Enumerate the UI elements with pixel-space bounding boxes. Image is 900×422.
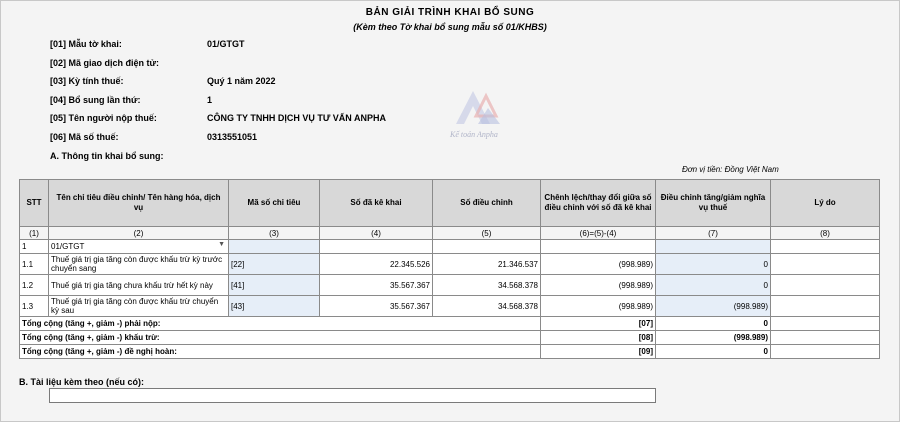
total-label: Tổng cộng (tăng +, giảm -) đề nghị hoàn: [20, 345, 541, 359]
group-code-cell[interactable] [229, 240, 320, 254]
total-value: 0 [656, 317, 771, 331]
total-code: [09] [541, 345, 656, 359]
section-b-heading: B. Tài liệu kèm theo (nếu có): [19, 377, 145, 387]
row-adjusted: 21.346.537 [433, 254, 541, 275]
total-blank [771, 345, 880, 359]
row-item-name: Thuế giá trị gia tăng còn được khấu trừ kỳ trước chuyển sang [49, 254, 229, 275]
row-obligation[interactable]: (998.989) [656, 296, 771, 317]
group-reason-cell[interactable] [771, 240, 880, 254]
row-code[interactable]: [22] [229, 254, 320, 275]
logo-text: Kế toán Anpha [450, 130, 498, 139]
table-row [20, 275, 880, 296]
col-number: (5) [433, 227, 541, 240]
col-header-adjusted: Số điều chỉnh [433, 180, 541, 227]
row-difference: (998.989) [541, 254, 656, 275]
row-item-name: Thuế giá trị gia tăng chưa khấu trừ hết kỳ này [49, 275, 229, 296]
row-stt: 1.2 [20, 275, 49, 296]
row-reason[interactable] [771, 275, 880, 296]
col-header-difference: Chênh lệch/thay đổi giữa số điều chỉnh với số đã kê khai [541, 180, 656, 227]
total-row-payable [20, 317, 880, 331]
row-code[interactable]: [41] [229, 275, 320, 296]
col-number: (3) [229, 227, 320, 240]
anpha-logo [448, 86, 518, 141]
col-header-item-name: Tên chỉ tiêu điều chỉnh/ Tên hàng hóa, dịch vụ [49, 180, 229, 227]
row-declared: 22.345.526 [320, 254, 433, 275]
total-code: [07] [541, 317, 656, 331]
row-reason[interactable] [771, 254, 880, 275]
form-type-select-value: 01/GTGT [51, 242, 85, 251]
info-label: [01] Mẫu tờ khai: [50, 39, 122, 49]
row-stt: 1.1 [20, 254, 49, 275]
group-adjusted-cell [433, 240, 541, 254]
info-value: 01/GTGT [207, 39, 245, 49]
info-label: [05] Tên người nộp thuế: [50, 113, 157, 123]
col-header-obligation: Điều chỉnh tăng/giảm nghĩa vụ thuế [656, 180, 771, 227]
row-code[interactable]: [43] [229, 296, 320, 317]
table-group-row [20, 240, 880, 254]
col-header-code: Mã số chỉ tiêu [229, 180, 320, 227]
col-number: (8) [771, 227, 880, 240]
column-number-row [20, 227, 880, 240]
currency-unit: Đơn vị tiền: Đồng Việt Nam [682, 165, 779, 174]
adjustment-table [19, 179, 880, 359]
col-number: (4) [320, 227, 433, 240]
total-value: 0 [656, 345, 771, 359]
col-header-reason: Lý do [771, 180, 880, 227]
row-adjusted: 34.568.378 [433, 296, 541, 317]
row-difference: (998.989) [541, 275, 656, 296]
row-obligation[interactable]: 0 [656, 275, 771, 296]
total-blank [771, 317, 880, 331]
info-value: 1 [207, 95, 213, 105]
total-blank [771, 331, 880, 345]
info-value: CÔNG TY TNHH DỊCH VỤ TƯ VẤN ANPHA [207, 113, 386, 123]
total-row-refund [20, 345, 880, 359]
col-header-stt: STT [20, 180, 49, 227]
page-title: BẢN GIẢI TRÌNH KHAI BỔ SUNG [365, 7, 535, 18]
group-diff-cell [541, 240, 656, 254]
group-stt: 1 [20, 240, 49, 254]
row-adjusted: 34.568.378 [433, 275, 541, 296]
col-number: (2) [49, 227, 229, 240]
col-number: (7) [656, 227, 771, 240]
col-number: (6)=(5)-(4) [541, 227, 656, 240]
col-number: (1) [20, 227, 49, 240]
row-stt: 1.3 [20, 296, 49, 317]
group-obligation-cell[interactable] [656, 240, 771, 254]
group-declared-cell [320, 240, 433, 254]
section-a-heading: A. Thông tin khai bổ sung: [50, 151, 164, 161]
row-obligation[interactable]: 0 [656, 254, 771, 275]
total-value: (998.989) [656, 331, 771, 345]
info-value: Quý 1 năm 2022 [207, 76, 276, 86]
info-label: [04] Bổ sung lần thứ: [50, 95, 141, 105]
info-label: [03] Kỳ tính thuế: [50, 76, 124, 86]
row-reason[interactable] [771, 296, 880, 317]
row-difference: (998.989) [541, 296, 656, 317]
total-label: Tổng cộng (tăng +, giảm -) phải nộp: [20, 317, 541, 331]
table-row [20, 254, 880, 275]
row-declared: 35.567.367 [320, 275, 433, 296]
info-label: [02] Mã giao dịch điện tử: [50, 58, 160, 68]
table-header-row [20, 180, 880, 227]
chevron-down-icon[interactable]: ▼ [218, 241, 225, 248]
total-label: Tổng cộng (tăng +, giảm -) khấu trừ: [20, 331, 541, 345]
form-type-select[interactable] [49, 240, 229, 254]
table-row [20, 296, 880, 317]
total-code: [08] [541, 331, 656, 345]
row-item-name: Thuế giá trị gia tăng còn được khấu trừ chuyển kỳ sau [49, 296, 229, 317]
info-value: 0313551051 [207, 132, 258, 142]
col-header-declared: Số đã kê khai [320, 180, 433, 227]
info-label: [06] Mã số thuế: [50, 132, 119, 142]
attachments-input[interactable] [49, 388, 656, 403]
page-subtitle: (Kèm theo Tờ khai bổ sung mẫu số 01/KHBS) [353, 22, 547, 32]
total-row-deductible [20, 331, 880, 345]
row-declared: 35.567.367 [320, 296, 433, 317]
